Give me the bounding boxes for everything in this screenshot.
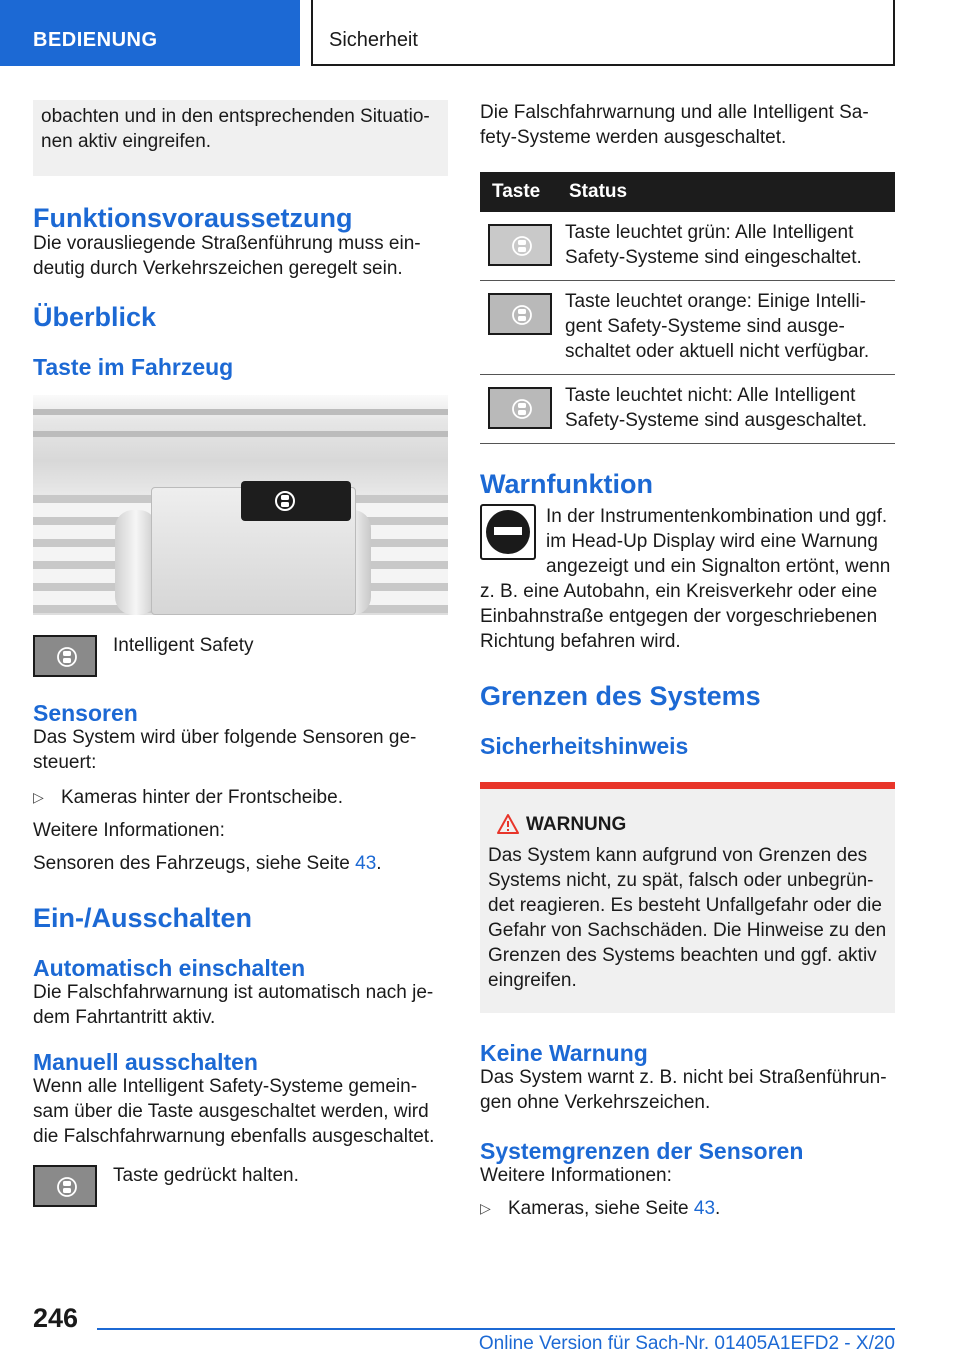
heading-ueberblick: Überblick (33, 302, 157, 332)
left-column (33, 100, 448, 1221)
safety-button-off-icon (488, 387, 552, 429)
footer-divider (97, 1328, 895, 1330)
icon-row-intelligent-safety (33, 635, 448, 691)
heading-funktionsvoraussetzung: Funktionsvoraussetzung (33, 203, 353, 233)
heading-sensoren: Sensoren (33, 700, 138, 726)
table-header-status: Status (557, 172, 895, 212)
safety-button-orange-icon (488, 293, 552, 335)
list-item: ▷ Kameras, siehe Seite 43. (480, 1198, 721, 1219)
table-row: Taste leuchtet orange: Einige Intelli-gent Safety-Systeme sind ausge-schaltet oder aktuell nicht verfügbar. (480, 281, 895, 375)
icon-label: Intelligent Safety (113, 635, 254, 656)
footer-text: Online Version für Sach-Nr. 01405A1EFD2 - X/20 (478, 1333, 895, 1354)
sensor-reference: Sensoren des Fahrzeugs, siehe Seite 43. (33, 853, 382, 874)
heading-manuell: Manuell ausschalten (33, 1049, 258, 1075)
intro-box (33, 100, 448, 176)
heading-taste-im-fahrzeug: Taste im Fahrzeug (33, 354, 234, 380)
chapter-title: Sicherheit (311, 0, 895, 66)
warning-triangle-icon (496, 813, 520, 835)
heading-ein-ausschalten: Ein-/Ausschalten (33, 903, 253, 933)
table-row: Taste leuchtet nicht: Alle Intelligent Safety-Systeme sind ausgeschaltet. (480, 375, 895, 444)
heading-keine-warnung: Keine Warnung (480, 1040, 648, 1066)
warnfunktion-block (480, 504, 895, 654)
intelligent-safety-icon (33, 1165, 97, 1207)
safety-button-icon (241, 481, 351, 521)
intelligent-safety-button (241, 481, 351, 521)
intelligent-safety-icon (33, 635, 97, 677)
right-intro: Die Falschfahrwarnung und alle Intelligent Sa-fety-Systeme werden ausgeschaltet. (480, 102, 869, 148)
heading-systemgrenzen: Systemgrenzen der Sensoren (480, 1138, 804, 1164)
bullet-triangle-icon: ▷ (33, 789, 44, 805)
table-header-taste: Taste (480, 172, 557, 212)
vehicle-button-photo (33, 395, 448, 615)
warning-header (488, 811, 887, 841)
sensoren-text: Das System wird über folgende Sensoren ge-steuert: (33, 727, 417, 773)
section-tab: BEDIENUNG (0, 0, 300, 66)
page-number: 246 (33, 1303, 79, 1333)
page-link-43[interactable]: 43 (355, 853, 377, 874)
warnfunktion-text-b: z. B. eine Autobahn, ein Kreisverkehr oder eine Einbahnstraße entgegen der vorgeschriebenen Richtung befahren wird. (480, 581, 878, 652)
icon-label: Taste gedrückt halten. (113, 1165, 299, 1186)
warning-text: Das System kann aufgrund von Grenzen des Systems nicht, zu spät, falsch oder unbegrün-det reagieren. Es besteht Unfallgefahr oder die Gefahr von Sachschäden. Die Hinweise zu den Grenzen des Systems beachten und ggf. aktiv eingreifen. (488, 845, 887, 991)
status-table (480, 172, 895, 444)
safety-button-green-icon (488, 224, 552, 266)
icon-row-hold (33, 1165, 448, 1221)
page-header (0, 0, 960, 66)
automatisch-text: Die Falschfahrwarnung ist automatisch nach je-dem Fahrtantritt aktiv. (33, 982, 434, 1028)
weitere-informationen: Weitere Informationen: (480, 1165, 672, 1186)
heading-warnfunktion: Warnfunktion (480, 469, 653, 499)
right-column (480, 100, 895, 1221)
keine-warnung-text: Das System warnt z. B. nicht bei Straßenführun-gen ohne Verkehrszeichen. (480, 1067, 887, 1113)
bullet-triangle-icon: ▷ (480, 1200, 491, 1216)
heading-automatisch: Automatisch einschalten (33, 955, 306, 981)
manuell-text: Wenn alle Intelligent Safety-Systeme gemein-sam über die Taste ausgeschaltet werden, wird die Falschfahrwarnung ebenfalls ausgeschaltet. (33, 1076, 435, 1147)
warning-title: WARNUNG (526, 814, 627, 835)
page-link-43[interactable]: 43 (693, 1198, 716, 1219)
warnfunktion-text-a: In der Instrumentenkombination und ggf. im Head-Up Display wird eine Warnung angezeigt und ein Signalton ertönt, wenn (546, 506, 891, 577)
list-item: ▷ Kameras hinter der Frontscheibe. (33, 787, 343, 808)
funktion-text: Die vorausliegende Straßenführung muss ein-deutig durch Verkehrszeichen geregelt sein. (33, 233, 421, 279)
no-entry-sign-icon (480, 504, 536, 560)
intro-text: obachten und in den entsprechenden Situatio-nen aktiv eingreifen. (41, 106, 430, 152)
weitere-informationen: Weitere Informationen: (33, 820, 225, 841)
heading-grenzen: Grenzen des Systems (480, 681, 761, 711)
heading-sicherheitshinweis: Sicherheitshinweis (480, 733, 689, 759)
warning-box (480, 782, 895, 1013)
table-row: Taste leuchtet grün: Alle Intelligent Safety-Systeme sind eingeschaltet. (480, 212, 895, 281)
